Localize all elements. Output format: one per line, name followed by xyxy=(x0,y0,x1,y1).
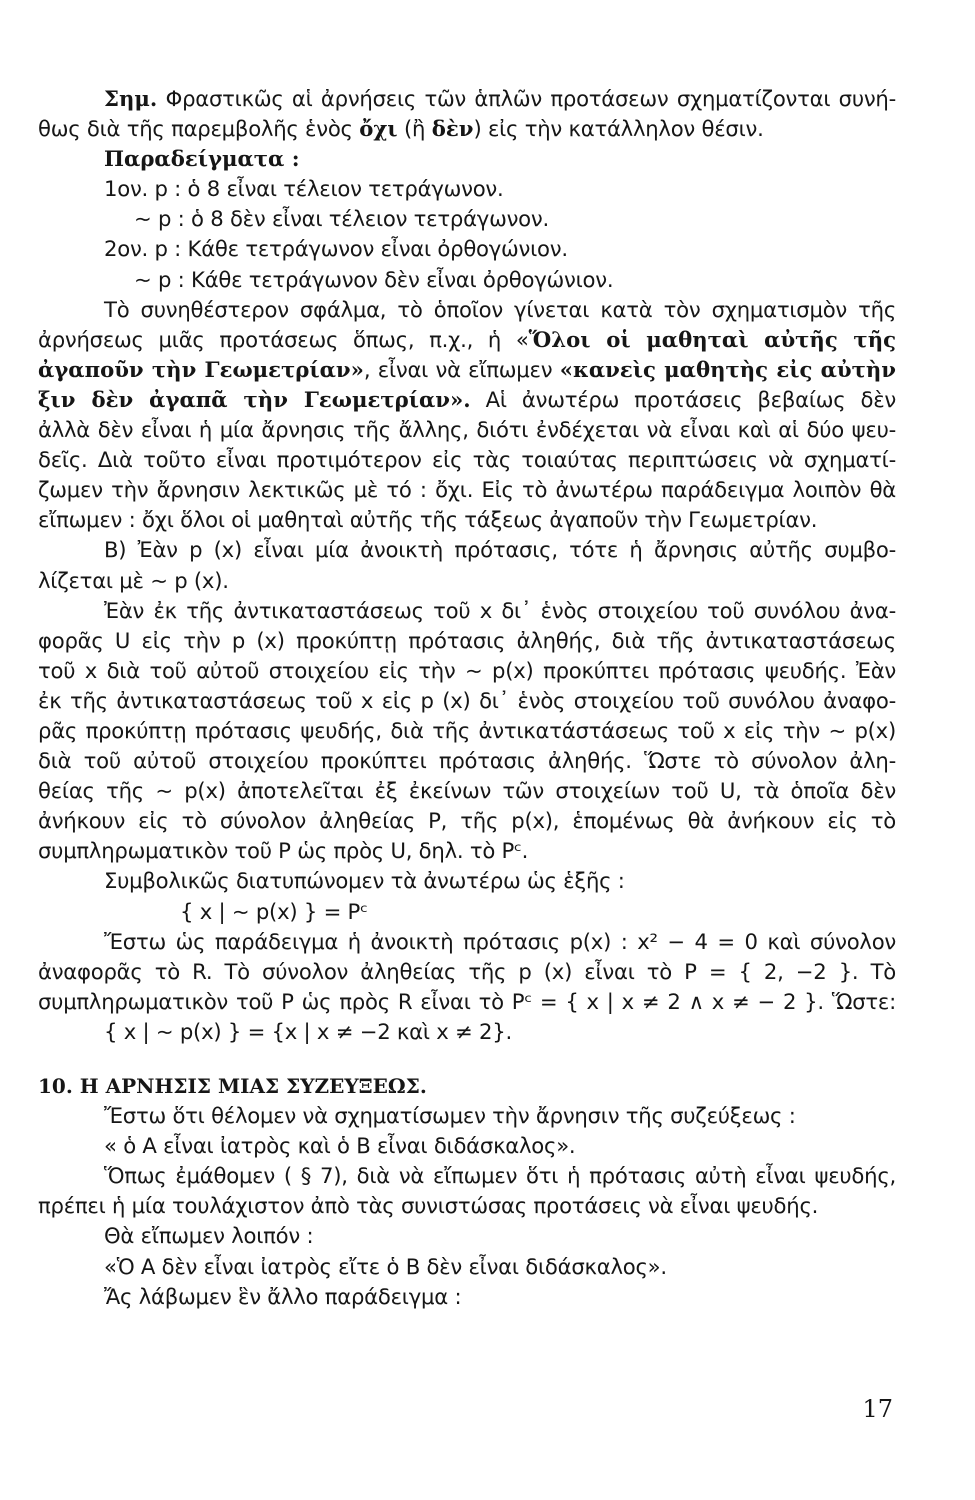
para1-line-3: ἀγαποῦν τὴν Γεωμετρίαν», εἶναι νὰ εἴπωμεν «κανεὶς μαθητὴς εἰς αὐτὴν xyxy=(38,356,896,382)
note-line-2: θως διὰ τῆς παρεμβολῆς ἑνὸς ὄχι (ἢ δὲν) εἰς τὴν κατάλληλον θέσιν. xyxy=(38,116,764,142)
section10-line-6: «Ὁ Α δὲν εἶναι ἰατρὸς εἴτε ὁ Β δὲν εἶναι διδάσκαλος». xyxy=(104,1253,667,1279)
example3-line-2: ἀναφορᾶς τὸ R. Τὸ σύνολον ἀληθείας τῆς p (x) εἶναι τὸ P = { 2, −2 }. Τὸ xyxy=(38,958,896,984)
example-1: 1ον. p : ὁ 8 εἶναι τέλειον τετράγωνον. xyxy=(104,176,504,202)
symbolic-formula: { x | ∼ p(x) } = Pᶜ xyxy=(180,898,368,924)
section10-line-2: « ὁ Α εἶναι ἰατρὸς καὶ ὁ Β εἶναι διδάσκαλος». xyxy=(104,1133,576,1159)
page-text xyxy=(38,84,896,1312)
para2-line-8: ἀνήκουν εἰς τὸ σύνολον ἀληθείας P, τῆς p(x), ἑπομένως θὰ ἀνήκουν εἰς τὸ xyxy=(38,808,896,834)
para1-line-5: ἀλλὰ δὲν εἶναι ἡ μία ἄρνησις τῆς ἄλλης, διότι ἐνδέχεται νὰ εἶναι καὶ αἱ δύο ψευ- xyxy=(38,417,896,443)
example3-line-1: Ἔστω ὡς παράδειγμα ἡ ἀνοικτὴ πρότασις p(x) : x² − 4 = 0 καὶ σύνολον xyxy=(104,928,896,954)
section10-line-3: Ὅπως ἐμάθομεν ( § 7), διὰ νὰ εἴπωμεν ὅτι ἡ πρότασις αὐτὴ εἶναι ψευδής, xyxy=(104,1163,896,1189)
para1-line-2: ἀρνήσεως μιᾶς προτάσεως ὅπως, π.χ., ἡ «Ὅλοι οἱ μαθηταὶ αὐτῆς τῆς xyxy=(38,326,896,352)
section10-line-4: πρέπει ἡ μία τουλάχιστον ἀπὸ τὰς συνιστώσας προτάσεις νὰ εἶναι ψευδής. xyxy=(38,1193,819,1219)
para2-line-3: τοῦ x διὰ τοῦ αὐτοῦ στοιχείου εἰς τὴν ∼ p(x) προκύπτει πρότασις ψευδής. Ἐὰν xyxy=(38,657,896,683)
symbolic-line: Συμβολικῶς διατυπώνομεν τὰ ἀνωτέρω ὡς ἑξῆς : xyxy=(104,868,625,894)
section10-line-5: Θὰ εἴπωμεν λοιπόν : xyxy=(104,1223,314,1249)
para2-line-9: συμπληρωματικὸν τοῦ P ὡς πρὸς U, δηλ. τὸ Pᶜ. xyxy=(38,838,529,864)
para2-line-2: φορᾶς U εἰς τὴν p (x) προκύπτῃ πρότασις ἀληθής, διὰ τῆς ἀντικαταστάσεως xyxy=(38,627,896,653)
example-2-negation: ∼ p : Κάθε τετράγωνον δὲν εἶναι ὀρθογώνιον. xyxy=(134,266,614,292)
para1-line-4: ξιν δὲν ἀγαπᾶ τὴν Γεωμετρίαν». Αἱ ἀνωτέρω προτάσεις βεβαίως δὲν xyxy=(38,386,896,412)
example-2: 2ον. p : Κάθε τετράγωνον εἶναι ὀρθογώνιον. xyxy=(104,236,568,262)
section-gap xyxy=(38,1047,896,1071)
para2-line-6: διὰ τοῦ αὐτοῦ στοιχείου προκύπτει πρότασις ἀληθής. Ὥστε τὸ σύνολον ἀλη- xyxy=(38,748,896,774)
example3-line-3: συμπληρωματικὸν τοῦ P ὡς πρὸς R εἶναι τὸ Pᶜ = { x | x ≠ 2 ∧ x ≠ − 2 }. Ὥστε: xyxy=(38,988,896,1014)
para1-line-7: ζωμεν τὴν ἄρνησιν λεκτικῶς μὲ τό : ὄχι. Εἰς τὸ ἀνωτέρω παράδειγμα λοιπὸν θὰ xyxy=(38,477,896,503)
para2-line-7: θείας τῆς ∼ p(x) ἀποτελεῖται ἐξ ἐκείνων τῶν στοιχείων τοῦ U, τὰ ὁποῖα δὲν xyxy=(38,778,896,804)
section10-line-1: Ἔστω ὅτι θέλομεν νὰ σχηματίσωμεν τὴν ἄρνησιν τῆς συζεύξεως : xyxy=(104,1103,796,1129)
para2-line-5: ρᾶς προκύπτῃ πρότασις ψευδής, διὰ τῆς ἀντικατάστάσεως τοῦ x εἰς τὴν ∼ p(x) xyxy=(38,717,896,743)
para1-line-8: εἴπωμεν : ὄχι ὅλοι οἱ μαθηταὶ αὐτῆς τῆς τάξεως ἀγαποῦν τὴν Γεωμετρίαν. xyxy=(38,507,818,533)
page-number: 17 xyxy=(862,1395,893,1423)
para2-line-1: Ἐὰν ἐκ τῆς ἀντικαταστάσεως τοῦ x δι᾿ ἑνὸς στοιχείου τοῦ συνόλου ἀνα- xyxy=(104,597,896,623)
section-10-heading: 10. Η ΑΡΝΗΣΙΣ ΜΙΑΣ ΣΥΖΕΥΞΕΩΣ. xyxy=(38,1074,427,1098)
examples-heading: Παραδείγματα : xyxy=(104,146,300,172)
example-1-negation: ∼ p : ὁ 8 δὲν εἶναι τέλειον τετράγωνον. xyxy=(134,206,549,232)
note-line-1: Σημ. Φραστικῶς αἱ ἀρνήσεις τῶν ἁπλῶν προτάσεων σχηματίζονται συνή- xyxy=(104,86,896,111)
para2-line-4: ἐκ τῆς ἀντικαταστάσεως τοῦ x εἰς p (x) δι᾿ ἑνὸς στοιχείου τοῦ συνόλου ἀναφο- xyxy=(38,687,896,713)
section10-line-7: Ἄς λάβωμεν ἓν ἄλλο παράδειγμα : xyxy=(104,1283,462,1309)
example3-line-4: { x | ∼ p(x) } = {x | x ≠ −2 καὶ x ≠ 2}. xyxy=(104,1018,512,1044)
para1-line-1: Τὸ συνηθέστερον σφάλμα, τὸ ὁποῖον γίνεται κατὰ τὸν σχηματισμὸν τῆς xyxy=(104,296,896,322)
partB-line-1: Β) Ἐὰν p (x) εἶναι μία ἀνοικτὴ πρότασις, τότε ἡ ἄρνησις αὐτῆς συμβο- xyxy=(104,537,896,563)
note-label: Σημ. xyxy=(104,86,158,111)
partB-line-2: λίζεται μὲ ∼ p (x). xyxy=(38,567,229,593)
para1-line-6: δεῖς. Διὰ τοῦτο εἶναι προτιμότερον εἰς τὰς τοιαύτας περιπτώσεις νὰ σχηματί- xyxy=(38,447,896,473)
